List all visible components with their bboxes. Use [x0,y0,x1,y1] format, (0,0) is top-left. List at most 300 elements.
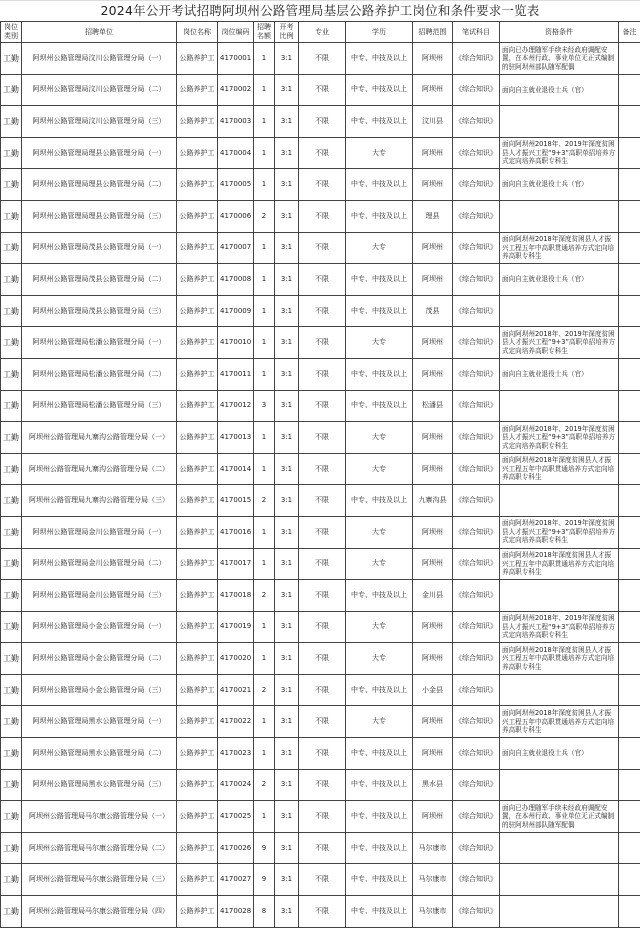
quota-cell: 2 [254,200,275,232]
remarks-cell [619,43,640,75]
unit-cell: 阿坝州公路管理局马尔康公路管理分局（一） [22,801,177,833]
table-row [1,137,640,169]
table-row [1,832,640,864]
remarks-cell [619,801,640,833]
ratio-cell: 3:1 [275,422,299,454]
unit-cell: 阿坝州公路管理局松潘公路管理分局（三） [22,390,177,422]
exam-subject-cell: 《综合知识》 [453,169,500,201]
quota-cell: 2 [254,769,275,801]
exam-subject-cell: 《综合知识》 [453,295,500,327]
table-row [1,516,640,548]
education-cell: 大专 [346,611,413,643]
category-cell: 工勤 [1,769,22,801]
post-code-cell: 4170028 [218,896,254,928]
post-name-cell: 公路养护工 [177,295,218,327]
education-cell: 中专、中技及以上 [346,864,413,896]
post-code-cell: 4170006 [218,200,254,232]
category-cell: 工勤 [1,169,22,201]
quota-cell: 1 [254,422,275,454]
qualification-cell [500,106,619,138]
qualification-cell [500,200,619,232]
education-cell: 中专、中技及以上 [346,674,413,706]
quota-cell: 1 [254,43,275,75]
category-cell: 工勤 [1,706,22,738]
education-cell: 中专、中技及以上 [346,390,413,422]
post-code-cell: 4170001 [218,43,254,75]
qualification-cell [500,580,619,612]
scope-cell: 阿坝州 [413,738,453,770]
scope-cell: 阿坝州 [413,453,453,485]
table-row [1,611,640,643]
education-cell: 中专、中技及以上 [346,169,413,201]
header-education: 学历 [346,22,413,43]
scope-cell: 阿坝州 [413,801,453,833]
scope-cell: 汶川县 [413,106,453,138]
ratio-cell: 3:1 [275,643,299,675]
exam-subject-cell: 《综合知识》 [453,232,500,264]
unit-cell: 阿坝州公路管理局小金公路管理分局（一） [22,611,177,643]
remarks-cell [619,327,640,359]
exam-subject-cell: 《综合知识》 [453,738,500,770]
table-row [1,327,640,359]
major-cell: 不限 [299,74,346,106]
post-name-cell: 公路养护工 [177,738,218,770]
scope-cell: 茂县 [413,295,453,327]
ratio-cell: 3:1 [275,390,299,422]
post-code-cell: 4170002 [218,74,254,106]
qualification-cell: 面向已办理随军手续未经政府调配安置，在本州行政、事业单位无正式编制的驻阿坝州部队随军配偶 [500,801,619,833]
scope-cell: 阿坝州 [413,327,453,359]
post-code-cell: 4170026 [218,832,254,864]
post-name-cell: 公路养护工 [177,801,218,833]
exam-subject-cell: 《综合知识》 [453,43,500,75]
ratio-cell: 3:1 [275,232,299,264]
unit-cell: 阿坝州公路管理局小金公路管理分局（二） [22,643,177,675]
qualification-cell: 面向自主就业退役士兵（官） [500,74,619,106]
education-cell: 中专、中技及以上 [346,43,413,75]
remarks-cell [619,264,640,296]
exam-subject-cell: 《综合知识》 [453,74,500,106]
category-cell: 工勤 [1,485,22,517]
table-row [1,769,640,801]
post-name-cell: 公路养护工 [177,390,218,422]
remarks-cell [619,738,640,770]
unit-cell: 阿坝州公路管理局汶川公路管理分局（二） [22,74,177,106]
major-cell: 不限 [299,137,346,169]
ratio-cell: 3:1 [275,137,299,169]
qualification-cell [500,295,619,327]
major-cell: 不限 [299,516,346,548]
quota-cell: 1 [254,706,275,738]
category-cell: 工勤 [1,738,22,770]
education-cell: 中专、中技及以上 [346,264,413,296]
quota-cell: 1 [254,453,275,485]
scope-cell: 阿坝州 [413,232,453,264]
ratio-cell: 3:1 [275,896,299,928]
table-row [1,295,640,327]
ratio-cell: 3:1 [275,580,299,612]
category-cell: 工勤 [1,422,22,454]
education-cell: 大专 [346,643,413,675]
category-cell: 工勤 [1,453,22,485]
post-name-cell: 公路养护工 [177,769,218,801]
education-cell: 大专 [346,232,413,264]
category-cell: 工勤 [1,548,22,580]
header-post-name: 岗位名称 [177,22,218,43]
exam-subject-cell: 《综合知识》 [453,611,500,643]
remarks-cell [619,232,640,264]
post-code-cell: 4170024 [218,769,254,801]
remarks-cell [619,390,640,422]
major-cell: 不限 [299,738,346,770]
post-name-cell: 公路养护工 [177,422,218,454]
ratio-cell: 3:1 [275,200,299,232]
quota-cell: 1 [254,738,275,770]
unit-cell: 阿坝州公路管理局松潘公路管理分局（一） [22,327,177,359]
qualification-cell: 面向阿坝州2018年、2019年深度贫困县人才振兴工程“9+3”高职单招培养方式定向培养高职专科生 [500,137,619,169]
table-row [1,485,640,517]
education-cell: 中专、中技及以上 [346,358,413,390]
unit-cell: 阿坝州公路管理局九寨沟公路管理分局（三） [22,485,177,517]
exam-subject-cell: 《综合知识》 [453,516,500,548]
scope-cell: 阿坝州 [413,169,453,201]
ratio-cell: 3:1 [275,43,299,75]
ratio-cell: 3:1 [275,106,299,138]
exam-subject-cell: 《综合知识》 [453,548,500,580]
category-cell: 工勤 [1,832,22,864]
ratio-cell: 3:1 [275,485,299,517]
unit-cell: 阿坝州公路管理局汶川公路管理分局（三） [22,106,177,138]
major-cell: 不限 [299,674,346,706]
table-row [1,422,640,454]
post-code-cell: 4170005 [218,169,254,201]
unit-cell: 阿坝州公路管理局汶川公路管理分局（一） [22,43,177,75]
education-cell: 中专、中技及以上 [346,801,413,833]
scope-cell: 阿坝州 [413,422,453,454]
major-cell: 不限 [299,485,346,517]
qualification-cell: 面向自主就业退役士兵（官） [500,358,619,390]
unit-cell: 阿坝州公路管理局马尔康公路管理分局（四） [22,896,177,928]
ratio-cell: 3:1 [275,548,299,580]
ratio-cell: 3:1 [275,706,299,738]
education-cell: 中专、中技及以上 [346,106,413,138]
scope-cell: 阿坝州 [413,548,453,580]
education-cell: 中专、中技及以上 [346,200,413,232]
exam-subject-cell: 《综合知识》 [453,485,500,517]
exam-subject-cell: 《综合知识》 [453,832,500,864]
post-code-cell: 4170010 [218,327,254,359]
post-name-cell: 公路养护工 [177,453,218,485]
category-cell: 工勤 [1,801,22,833]
post-name-cell: 公路养护工 [177,485,218,517]
scope-cell: 金川县 [413,580,453,612]
scope-cell: 阿坝州 [413,43,453,75]
ratio-cell: 3:1 [275,295,299,327]
quota-cell: 1 [254,327,275,359]
table-row [1,801,640,833]
remarks-cell [619,485,640,517]
exam-subject-cell: 《综合知识》 [453,643,500,675]
header-post-code: 岗位编码 [218,22,254,43]
quota-cell: 1 [254,106,275,138]
recruitment-table [0,21,640,928]
category-cell: 工勤 [1,264,22,296]
major-cell: 不限 [299,422,346,454]
unit-cell: 阿坝州公路管理局黑水公路管理分局（三） [22,769,177,801]
post-code-cell: 4170007 [218,232,254,264]
quota-cell: 1 [254,74,275,106]
post-name-cell: 公路养护工 [177,169,218,201]
remarks-cell [619,706,640,738]
major-cell: 不限 [299,358,346,390]
table-body [1,43,640,928]
table-row [1,106,640,138]
post-name-cell: 公路养护工 [177,674,218,706]
ratio-cell: 3:1 [275,611,299,643]
category-cell: 工勤 [1,643,22,675]
header-qualification: 资格条件 [500,22,619,43]
quota-cell: 1 [254,643,275,675]
table-row [1,390,640,422]
major-cell: 不限 [299,327,346,359]
quota-cell: 1 [254,516,275,548]
remarks-cell [619,580,640,612]
scope-cell: 马尔康市 [413,832,453,864]
exam-subject-cell: 《综合知识》 [453,769,500,801]
quota-cell: 1 [254,295,275,327]
remarks-cell [619,358,640,390]
exam-subject-cell: 《综合知识》 [453,864,500,896]
quota-cell: 2 [254,674,275,706]
post-code-cell: 4170025 [218,801,254,833]
exam-subject-cell: 《综合知识》 [453,706,500,738]
qualification-cell [500,674,619,706]
remarks-cell [619,674,640,706]
major-cell: 不限 [299,611,346,643]
unit-cell: 阿坝州公路管理局茂县公路管理分局（二） [22,264,177,296]
header-unit: 招聘单位 [22,22,177,43]
major-cell: 不限 [299,832,346,864]
scope-cell: 阿坝州 [413,706,453,738]
education-cell: 大专 [346,137,413,169]
table-row [1,453,640,485]
qualification-cell: 面向阿坝州2018年深度贫困县人才振兴工程五年中高职贯通培养方式定向培养高职专科生 [500,453,619,485]
major-cell: 不限 [299,264,346,296]
qualification-cell: 面向阿坝州2018年、2019年深度贫困县人才振兴工程“9+3”高职单招培养方式定向培养高职专科生 [500,611,619,643]
remarks-cell [619,832,640,864]
table-header [1,22,640,43]
category-cell: 工勤 [1,358,22,390]
category-cell: 工勤 [1,611,22,643]
qualification-cell: 面向已办理随军手续未经政府调配安置，在本州行政、事业单位无正式编制的驻阿坝州部队随军配偶 [500,43,619,75]
post-code-cell: 4170014 [218,453,254,485]
exam-subject-cell: 《综合知识》 [453,674,500,706]
category-cell: 工勤 [1,516,22,548]
scope-cell: 阿坝州 [413,516,453,548]
remarks-cell [619,516,640,548]
category-cell: 工勤 [1,674,22,706]
table-row [1,200,640,232]
education-cell: 大专 [346,516,413,548]
post-name-cell: 公路养护工 [177,580,218,612]
major-cell: 不限 [299,643,346,675]
remarks-cell [619,611,640,643]
quota-cell: 1 [254,169,275,201]
post-code-cell: 4170008 [218,264,254,296]
exam-subject-cell: 《综合知识》 [453,801,500,833]
post-name-cell: 公路养护工 [177,358,218,390]
header-quota: 招聘名额 [254,22,275,43]
qualification-cell [500,769,619,801]
ratio-cell: 3:1 [275,832,299,864]
post-code-cell: 4170023 [218,738,254,770]
ratio-cell: 3:1 [275,74,299,106]
unit-cell: 阿坝州公路管理局九寨沟公路管理分局（二） [22,453,177,485]
remarks-cell [619,169,640,201]
scope-cell: 九寨沟县 [413,485,453,517]
post-name-cell: 公路养护工 [177,896,218,928]
post-name-cell: 公路养护工 [177,137,218,169]
scope-cell: 松潘县 [413,390,453,422]
unit-cell: 阿坝州公路管理局马尔康公路管理分局（三） [22,864,177,896]
category-cell: 工勤 [1,390,22,422]
unit-cell: 阿坝州公路管理局理县公路管理分局（三） [22,200,177,232]
quota-cell: 1 [254,137,275,169]
qualification-cell: 面向阿坝州2018年深度贫困县人才振兴工程五年中高职贯通培养方式定向培养高职专科生 [500,643,619,675]
post-code-cell: 4170017 [218,548,254,580]
remarks-cell [619,295,640,327]
post-code-cell: 4170011 [218,358,254,390]
qualification-cell [500,390,619,422]
post-code-cell: 4170021 [218,674,254,706]
qualification-cell: 面向阿坝州2018年深度贫困县人才振兴工程五年中高职贯通培养方式定向培养高职专科生 [500,232,619,264]
post-name-cell: 公路养护工 [177,264,218,296]
major-cell: 不限 [299,580,346,612]
qualification-cell: 面向阿坝州2018年、2019年深度贫困县人才振兴工程“9+3”高职单招培养方式定向培养高职专科生 [500,327,619,359]
scope-cell: 马尔康市 [413,864,453,896]
post-name-cell: 公路养护工 [177,706,218,738]
qualification-cell [500,485,619,517]
scope-cell: 黑水县 [413,769,453,801]
header-category: 岗位类别 [1,22,22,43]
category-cell: 工勤 [1,295,22,327]
table-row [1,643,640,675]
major-cell: 不限 [299,864,346,896]
scope-cell: 阿坝州 [413,358,453,390]
education-cell: 中专、中技及以上 [346,738,413,770]
remarks-cell [619,74,640,106]
ratio-cell: 3:1 [275,327,299,359]
table-row [1,706,640,738]
scope-cell: 小金县 [413,674,453,706]
table-row [1,896,640,928]
scope-cell: 阿坝州 [413,74,453,106]
major-cell: 不限 [299,43,346,75]
qualification-cell: 面向阿坝州2018年深度贫困县人才振兴工程五年中高职贯通培养方式定向培养高职专科生 [500,548,619,580]
major-cell: 不限 [299,706,346,738]
exam-subject-cell: 《综合知识》 [453,106,500,138]
scope-cell: 阿坝州 [413,611,453,643]
post-name-cell: 公路养护工 [177,106,218,138]
major-cell: 不限 [299,390,346,422]
major-cell: 不限 [299,200,346,232]
post-code-cell: 4170027 [218,864,254,896]
header-remarks: 备注 [619,22,640,43]
remarks-cell [619,643,640,675]
quota-cell: 2 [254,580,275,612]
scope-cell: 阿坝州 [413,264,453,296]
unit-cell: 阿坝州公路管理局理县公路管理分局（一） [22,137,177,169]
remarks-cell [619,200,640,232]
qualification-cell: 面向阿坝州2018年、2019年深度贫困县人才振兴工程“9+3”高职单招培养方式定向培养高职专科生 [500,422,619,454]
qualification-cell: 面向自主就业退役士兵（官） [500,264,619,296]
table-row [1,580,640,612]
post-code-cell: 4170004 [218,137,254,169]
post-code-cell: 4170012 [218,390,254,422]
education-cell: 大专 [346,327,413,359]
post-name-cell: 公路养护工 [177,200,218,232]
ratio-cell: 3:1 [275,264,299,296]
post-name-cell: 公路养护工 [177,832,218,864]
table-row [1,232,640,264]
scope-cell: 马尔康市 [413,896,453,928]
exam-subject-cell: 《综合知识》 [453,390,500,422]
qualification-cell: 面向阿坝州2018年、2019年深度贫困县人才振兴工程“9+3”高职单招培养方式定向培养高职专科生 [500,516,619,548]
ratio-cell: 3:1 [275,674,299,706]
quota-cell: 1 [254,611,275,643]
education-cell: 中专、中技及以上 [346,769,413,801]
ratio-cell: 3:1 [275,864,299,896]
qualification-cell [500,864,619,896]
table-row [1,169,640,201]
unit-cell: 阿坝州公路管理局茂县公路管理分局（一） [22,232,177,264]
post-name-cell: 公路养护工 [177,516,218,548]
unit-cell: 阿坝州公路管理局小金公路管理分局（三） [22,674,177,706]
quota-cell: 9 [254,832,275,864]
quota-cell: 1 [254,264,275,296]
quota-cell: 1 [254,358,275,390]
exam-subject-cell: 《综合知识》 [453,137,500,169]
post-name-cell: 公路养护工 [177,232,218,264]
header-scope: 招聘范围 [413,22,453,43]
table-row [1,674,640,706]
post-name-cell: 公路养护工 [177,74,218,106]
education-cell: 中专、中技及以上 [346,832,413,864]
unit-cell: 阿坝州公路管理局茂县公路管理分局（三） [22,295,177,327]
quota-cell: 8 [254,896,275,928]
post-code-cell: 4170020 [218,643,254,675]
category-cell: 工勤 [1,864,22,896]
category-cell: 工勤 [1,580,22,612]
education-cell: 中专、中技及以上 [346,896,413,928]
qualification-cell [500,832,619,864]
ratio-cell: 3:1 [275,769,299,801]
category-cell: 工勤 [1,106,22,138]
quota-cell: 2 [254,485,275,517]
table-row [1,43,640,75]
scope-cell: 理县 [413,200,453,232]
table-row [1,74,640,106]
post-code-cell: 4170022 [218,706,254,738]
header-exam-subject: 笔试科目 [453,22,500,43]
post-code-cell: 4170003 [218,106,254,138]
remarks-cell [619,137,640,169]
education-cell: 大专 [346,453,413,485]
post-code-cell: 4170009 [218,295,254,327]
major-cell: 不限 [299,548,346,580]
category-cell: 工勤 [1,137,22,169]
major-cell: 不限 [299,106,346,138]
